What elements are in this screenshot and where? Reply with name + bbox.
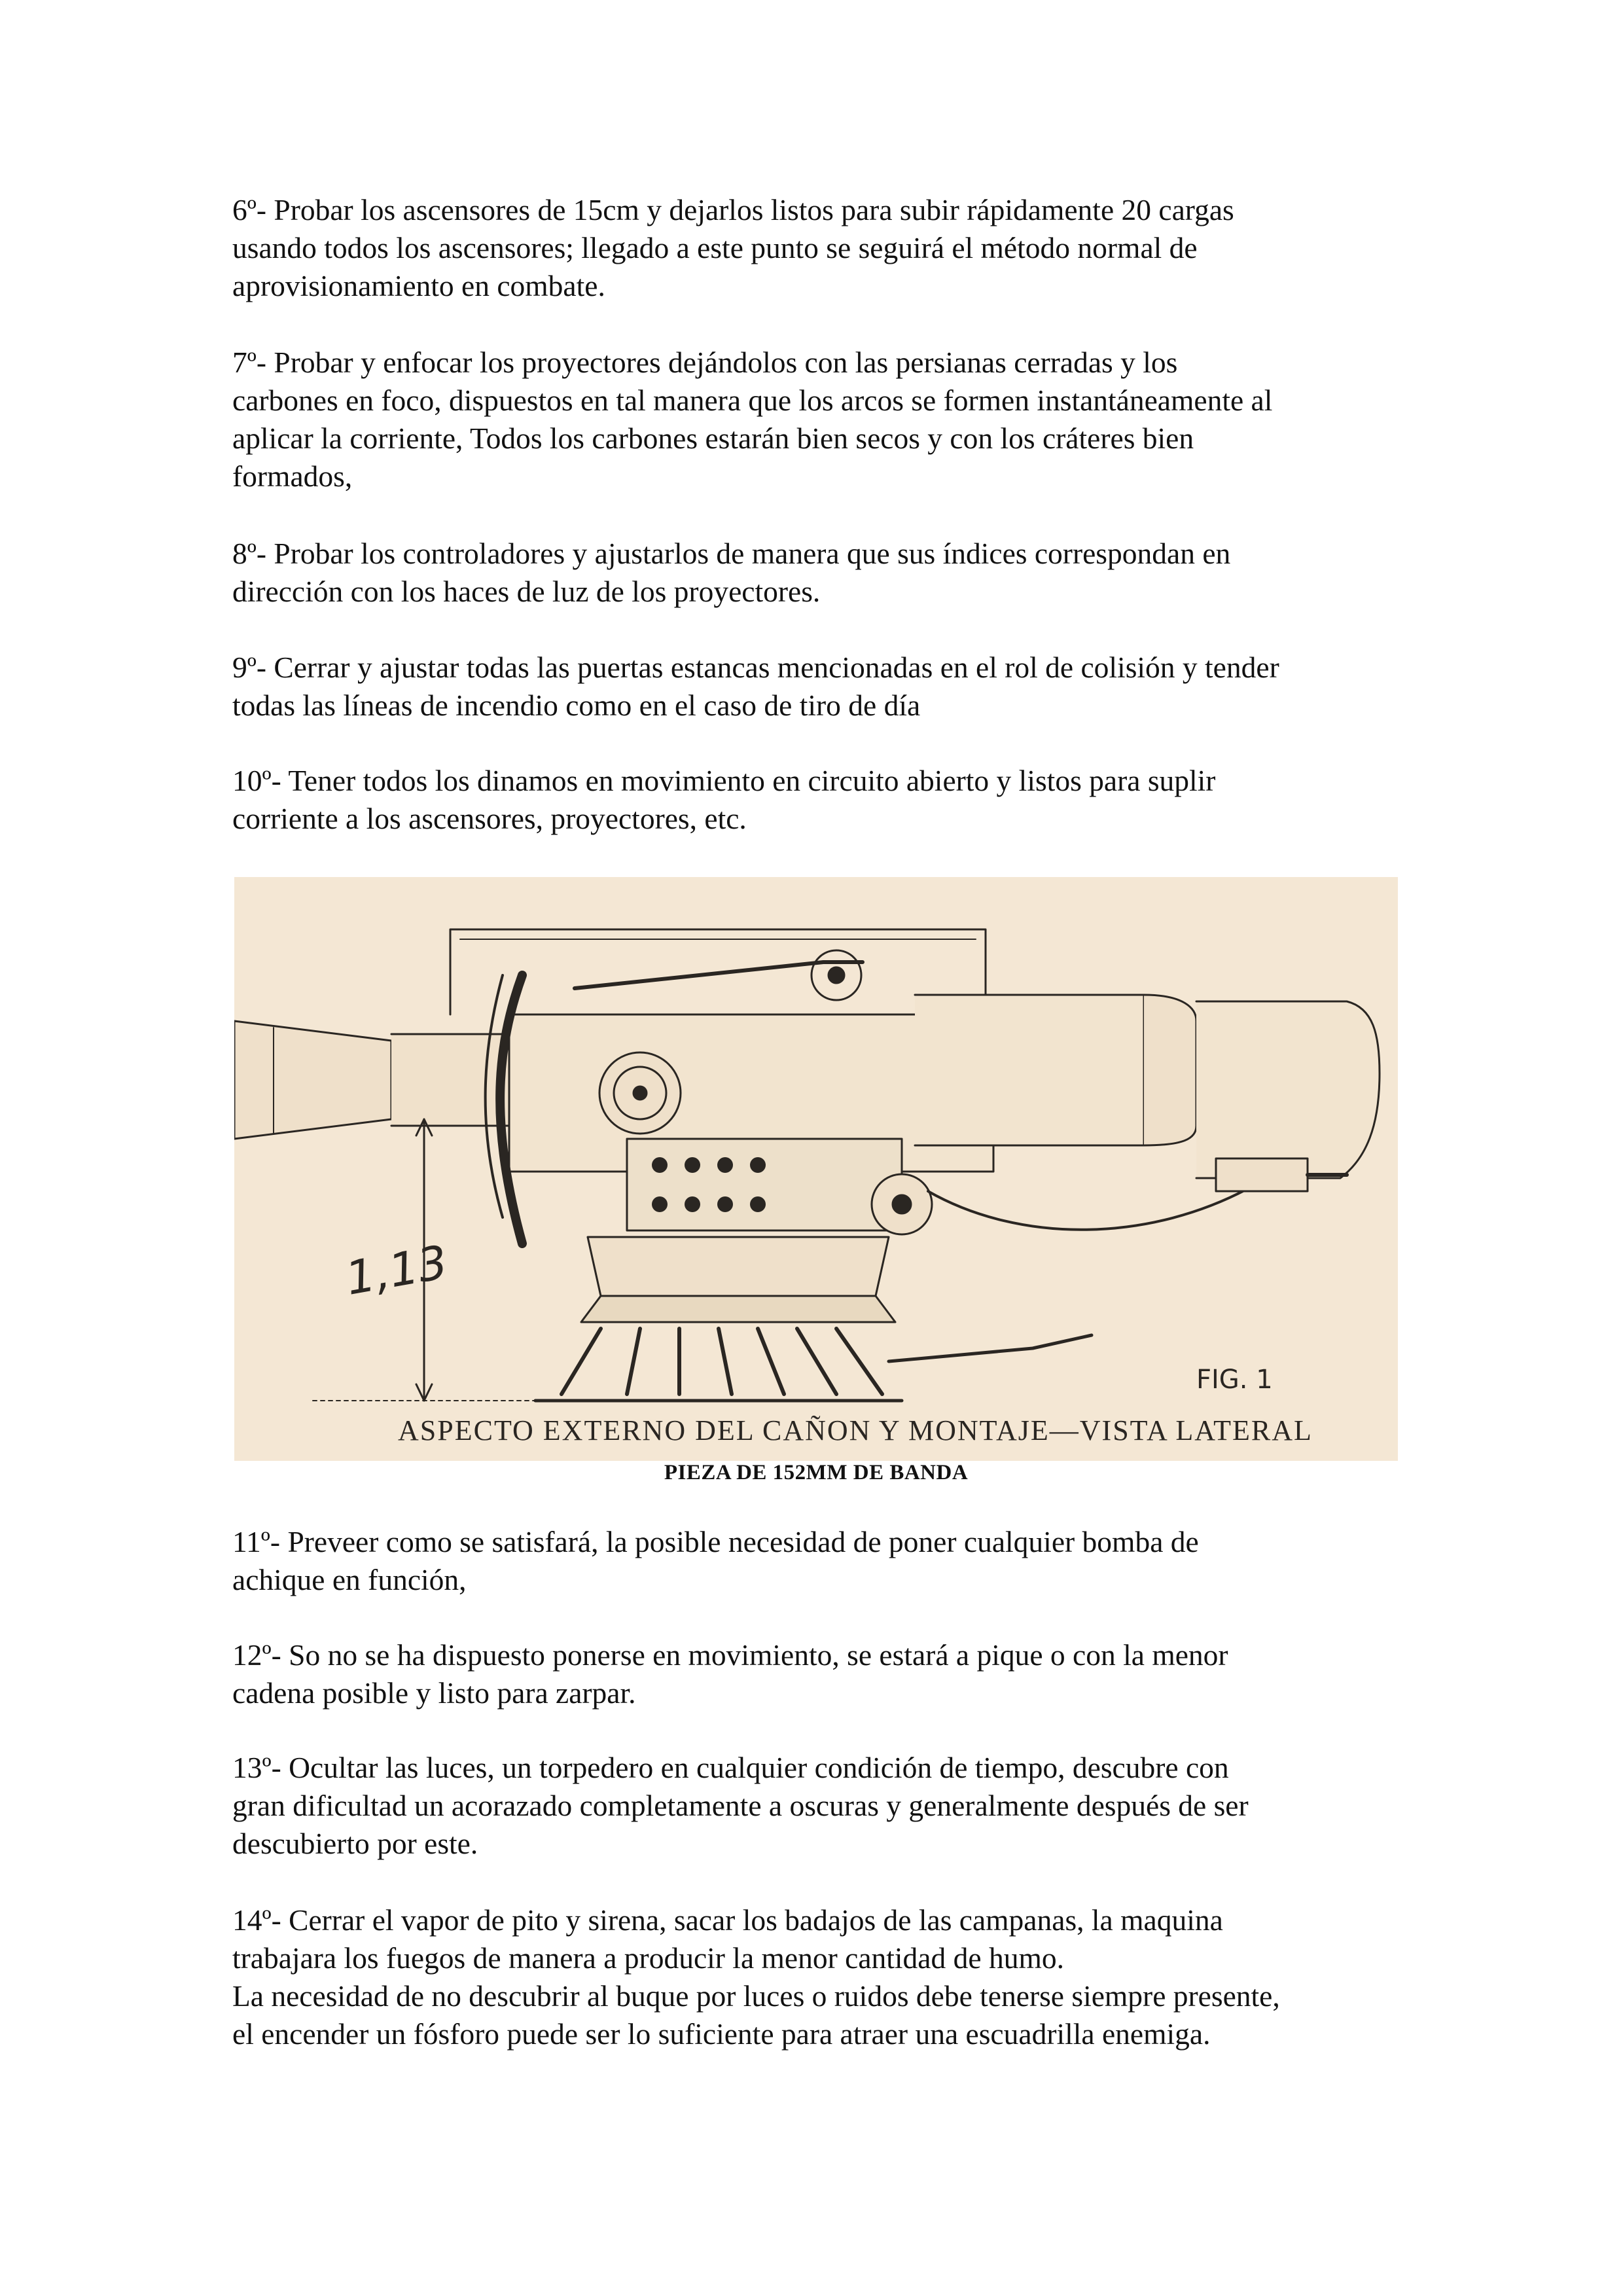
text-line: todas las líneas de incendio como en el caso de tiro de día — [232, 689, 921, 722]
text-line: 12º- So no se ha dispuesto ponerse en movimiento, se estará a pique o con la menor — [232, 1638, 1228, 1672]
figure-caption: PIEZA DE 152MM DE BANDA — [664, 1461, 969, 1484]
barrel-reinforce — [391, 1034, 509, 1126]
figure-label: FIG. 1 — [1196, 1365, 1273, 1395]
paragraph-7 — [232, 344, 1404, 495]
pedestal — [588, 1237, 889, 1296]
text-line: corriente a los ascensores, proyectores, etc. — [232, 802, 747, 835]
sight-arm — [575, 962, 863, 988]
text-line: 9º- Cerrar y ajustar todas las puertas estancas mencionadas en el rol de colisión y tender — [232, 651, 1279, 684]
breech-block — [627, 1139, 902, 1230]
gun-mount-illustration — [234, 877, 1398, 1461]
height-annotation: 1,13 — [342, 1235, 452, 1306]
paragraph-9 — [232, 649, 1404, 725]
paragraph-13 — [232, 1749, 1404, 1863]
paragraph-11 — [232, 1523, 1404, 1599]
text-line: 14º- Cerrar el vapor de pito y sirena, sacar los badajos de las campanas, la maquina — [232, 1903, 1223, 1937]
text-line: achique en función, — [232, 1563, 467, 1596]
paragraph-14 — [232, 1901, 1404, 2053]
figure-inner-caption: ASPECTO EXTERNO DEL CAÑON Y MONTAJE—VISTA LATERAL — [398, 1414, 1313, 1446]
trainer-arm — [889, 1335, 1092, 1361]
text-line: aprovisionamiento en combate. — [232, 269, 605, 302]
text-line: descubierto por este. — [232, 1827, 478, 1860]
hose — [928, 1185, 1255, 1230]
paragraph-8 — [232, 535, 1404, 611]
gun-barrel — [234, 1021, 391, 1139]
breech-end — [1196, 1001, 1380, 1178]
text-line: 6º- Probar los ascensores de 15cm y dejarlos listos para subir rápidamente 20 cargas — [232, 193, 1234, 226]
text-line: 13º- Ocultar las luces, un torpedero en cualquier condición de tiempo, descubre con — [232, 1751, 1229, 1784]
text-line: 7º- Probar y enfocar los proyectores dejándolos con las persianas cerradas y los — [232, 346, 1178, 379]
text-line: 8º- Probar los controladores y ajustarlos de manera que sus índices correspondan en — [232, 537, 1231, 570]
text-line: el encender un fósforo puede ser lo suficiente para atraer una escuadrilla enemiga. — [232, 2017, 1211, 2051]
text-line: trabajara los fuegos de manera a producir la menor cantidad de humo. — [232, 1941, 1064, 1975]
text-line: aplicar la corriente, Todos los carbones estarán bien secos y con los cráteres bien — [232, 422, 1194, 455]
recoil-cylinder — [915, 995, 1144, 1145]
text-line: carbones en foco, dispuestos en tal manera que los arcos se formen instantáneamente al — [232, 384, 1273, 417]
paragraph-12 — [232, 1636, 1404, 1712]
text-line: usando todos los ascensores; llegado a este punto se seguirá el método normal de — [232, 231, 1198, 264]
text-line: 11º- Preveer como se satisfará, la posible necesidad de poner cualquier bomba de — [232, 1525, 1199, 1558]
paragraph-6 — [232, 191, 1404, 305]
text-line: gran dificultad un acorazado completamente a oscuras y generalmente después de ser — [232, 1789, 1249, 1822]
text-line: La necesidad de no descubrir al buque por luces o ruidos debe tenerse siempre presente, — [232, 1979, 1280, 2013]
text-line: 10º- Tener todos los dinamos en movimiento en circuito abierto y listos para suplir — [232, 764, 1216, 797]
text-line: formados, — [232, 459, 353, 493]
text-line: cadena posible y listo para zarpar. — [232, 1676, 636, 1710]
paragraph-10 — [232, 762, 1404, 838]
text-line: dirección con los haces de luz de los proyectores. — [232, 575, 821, 608]
